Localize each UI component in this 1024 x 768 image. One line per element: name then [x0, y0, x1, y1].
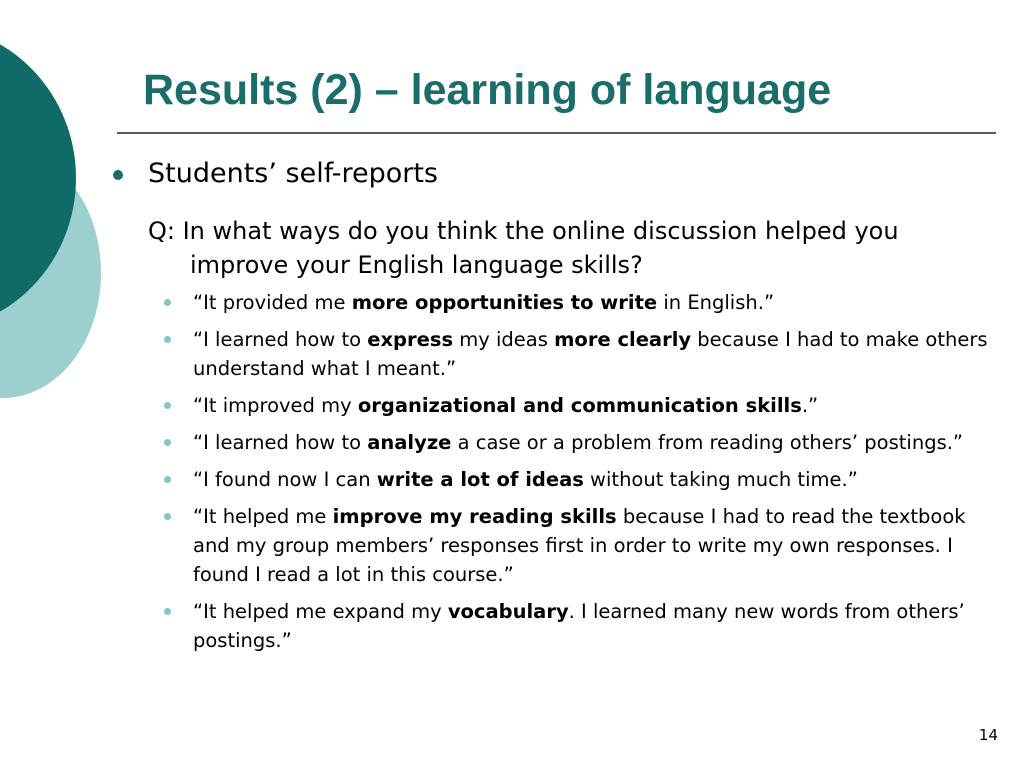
quote-text: “I found now I can: [193, 468, 377, 491]
quote-emphasis: analyze: [367, 431, 452, 454]
quote-text: “It helped me: [193, 505, 333, 528]
quote-text: in English.”: [657, 291, 775, 314]
quote-text: “It provided me: [193, 291, 352, 314]
quote-item: [160, 502, 1000, 589]
bullet-dot-icon: [113, 170, 123, 180]
quote-text: because I had to read the textbook and my group members’ responses first in order to write my own responses. I found I read a lot in this course.”: [193, 505, 966, 586]
quote-item: [160, 325, 1000, 383]
quote-text: without taking much time.”: [583, 468, 858, 491]
sub-bullet-dot-icon: [164, 608, 171, 615]
quote-text: .”: [801, 394, 819, 417]
quote-text: because I had to make others understand what I meant.”: [193, 328, 988, 380]
sub-bullet-dot-icon: [164, 402, 171, 409]
sub-bullet-dot-icon: [164, 513, 171, 520]
main-bullet-text: Students’ self-reports: [148, 158, 438, 189]
quote-text: a case or a problem from reading others’ postings.”: [451, 431, 964, 454]
quote-item: [160, 428, 1000, 457]
sub-bullet-dot-icon: [164, 299, 171, 306]
question-text: Q: In what ways do you think the online discussion helped you improve your English language skills?: [148, 217, 899, 279]
quote-emphasis: vocabulary: [447, 600, 569, 623]
quote-item: [160, 597, 1000, 655]
quote-text: . I learned many new words from others’ postings.”: [193, 600, 965, 652]
quote-item: [160, 288, 1000, 317]
quote-item: [160, 465, 1000, 494]
quote-text: “It helped me expand my: [193, 600, 448, 623]
quote-emphasis: more opportunities to write: [351, 291, 658, 314]
decorative-circle-dark: [0, 25, 76, 331]
slide-title: Results (2) – learning of language: [143, 66, 832, 114]
sub-bullet-dot-icon: [164, 476, 171, 483]
quote-text: my ideas: [453, 328, 555, 351]
quote-emphasis: express: [367, 328, 454, 351]
quote-emphasis: more clearly: [554, 328, 692, 351]
page-number: 14: [978, 726, 998, 744]
quote-emphasis: organizational and communication skills: [357, 394, 802, 417]
quote-list: [160, 288, 1000, 663]
sub-bullet-dot-icon: [164, 439, 171, 446]
quote-text: “It improved my: [193, 394, 358, 417]
sub-bullet-dot-icon: [164, 336, 171, 343]
title-divider: [117, 132, 996, 134]
quote-emphasis: write a lot of ideas: [376, 468, 584, 491]
quote-text: “I learned how to: [193, 431, 368, 454]
decorative-circle-light: [0, 148, 101, 398]
quote-emphasis: improve my reading skills: [332, 505, 617, 528]
quote-text: “I learned how to: [193, 328, 368, 351]
quote-item: [160, 391, 1000, 420]
